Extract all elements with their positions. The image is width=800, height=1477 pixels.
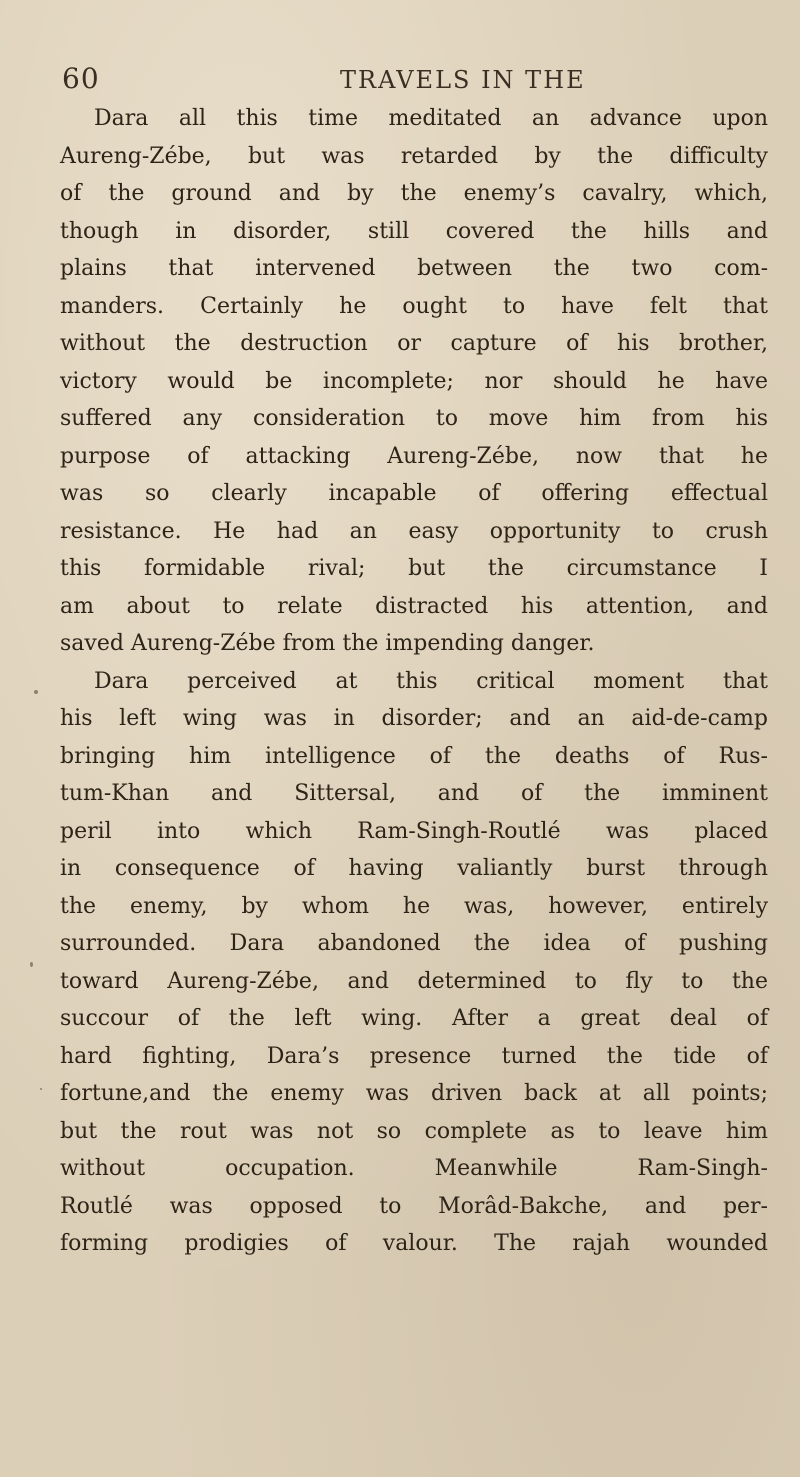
text-line: victory would be incomplete; nor should he have [60,368,768,394]
text-line: Routlé was opposed to Morâd-Bakche, and per- [60,1193,768,1219]
text-line: peril into which Ram-Singh-Routlé was placed [60,818,768,844]
text-line: succour of the left wing. After a great deal of [60,1006,768,1031]
text-line: this formidable rival; but the circumstance I [60,556,768,581]
text-line: am about to relate distracted his attention, and [60,593,768,619]
text-line: forming prodigies of valour. The rajah wounded [60,1231,768,1256]
paper-speck [34,690,38,694]
text-line: without occupation. Meanwhile Ram-Singh- [60,1156,768,1181]
text-line: plains that intervened between the two com- [60,256,768,281]
running-title: TRAVELS IN THE [340,66,586,94]
body-text [60,100,768,1263]
text-line: surrounded. Dara abandoned the idea of pushing [60,931,768,956]
text-line: but the rout was not so complete as to leave him [60,1118,768,1144]
running-head [60,62,760,102]
text-line: hard fighting, Dara’s presence turned the tide of [60,1043,768,1069]
text-line: was so clearly incapable of offering effectual [60,481,768,506]
text-line: though in disorder, still covered the hills and [60,218,768,244]
paper-speck [40,1088,42,1090]
text-line: fortune,and the enemy was driven back at all points; [60,1081,768,1106]
text-line: Aureng-Zébe, but was retarded by the difficulty [60,143,768,169]
text-line: tum-Khan and Sittersal, and of the imminent [60,781,768,806]
text-line: bringing him intelligence of the deaths of Rus- [60,743,768,769]
text-line: Dara all this time meditated an advance upon [94,106,768,131]
text-line: the enemy, by whom he was, however, entirely [60,893,768,919]
text-line: without the destruction or capture of his brother, [60,331,768,356]
text-line: of the ground and by the enemy’s cavalry, which, [60,181,768,206]
text-line: purpose of attacking Aureng-Zébe, now that he [60,443,768,469]
text-line: in consequence of having valiantly burst through [60,856,768,881]
text-line: toward Aureng-Zébe, and determined to fly to the [60,968,768,994]
paper-speck [30,962,33,967]
text-line: Dara perceived at this critical moment that [94,668,768,694]
text-line: suffered any consideration to move him from his [60,406,768,431]
page-number: 60 [62,62,100,95]
text-line: manders. Certainly he ought to have felt that [60,293,768,319]
text-line: resistance. He had an easy opportunity to crush [60,518,768,544]
text-line: his left wing was in disorder; and an aid-de-camp [60,706,768,731]
text-line: saved Aureng-Zébe from the impending danger. [60,631,595,656]
